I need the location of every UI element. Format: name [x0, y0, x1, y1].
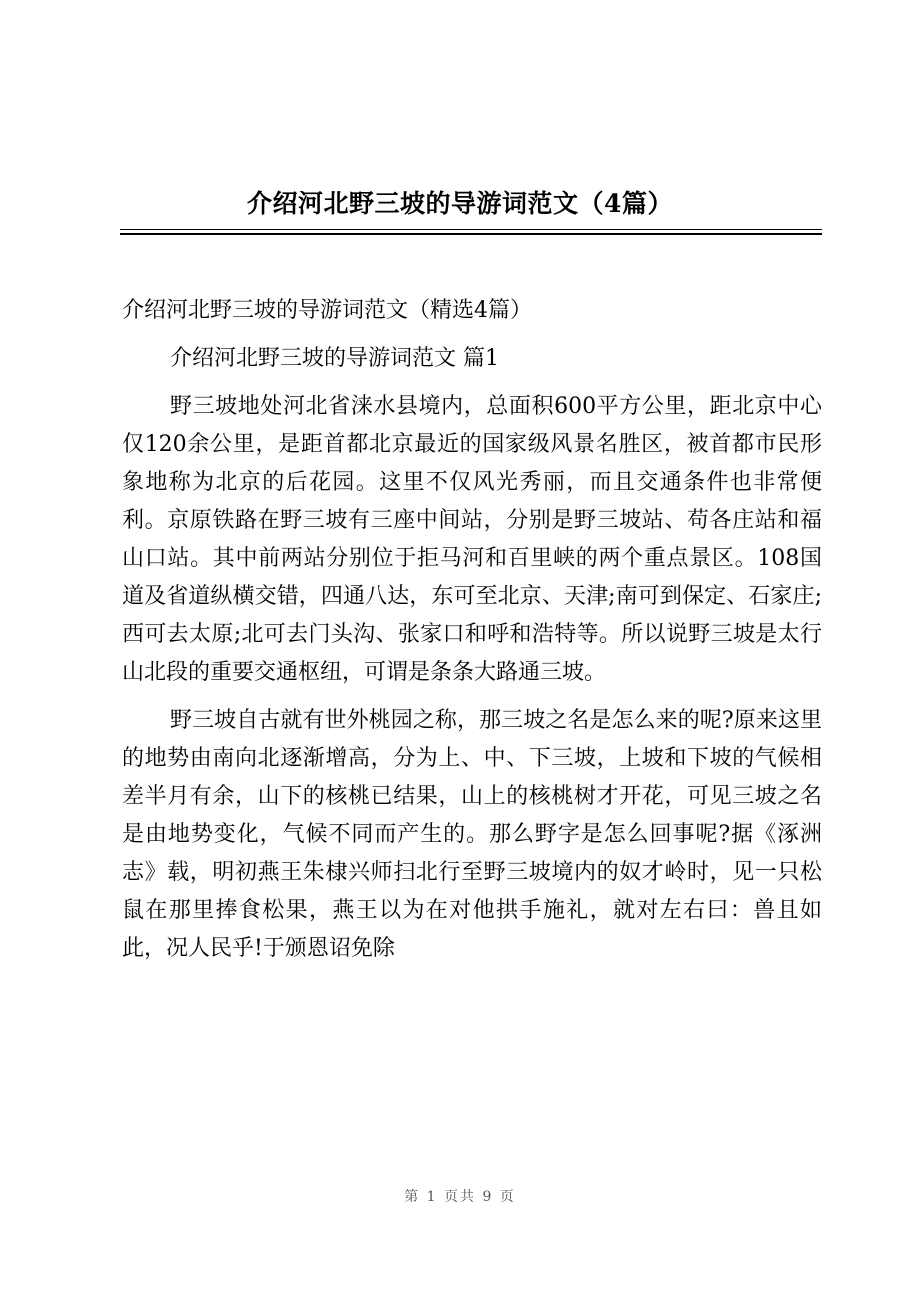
title-rule-thin: [120, 229, 822, 230]
body-paragraph-1: 野三坡地处河北省涞水县境内，总面积600平方公里，距北京中心仅120余公里，是距首都北京最近的国家级风景名胜区，被首都市民形象地称为北京的后花园。这里不仅风光秀丽，而且交通条件也非常便利。京原铁路在野三坡有三座中间站，分别是野三坡站、苟各庄站和福山口站。其中前两站分别位于拒马河和百里峡的两个重点景区。108国道及省道纵横交错，四通八达，东可至北京、天津;南可到保定、石家庄;西可去太原;北可去门头沟、张家口和呼和浩特等。所以说野三坡是太行山北段的重要交通枢纽，可谓是条条大路通三坡。: [122, 394, 822, 685]
section-heading: 介绍河北野三坡的导游词范文 篇1: [170, 346, 499, 371]
document-subtitle: 介绍河北野三坡的导游词范文（精选4篇）: [122, 298, 532, 323]
document-body: [122, 292, 822, 978]
document-title: 介绍河北野三坡的导游词范文（4篇）: [247, 189, 673, 218]
page-number-footer: 第 1 页共 9 页: [404, 1189, 516, 1205]
body-paragraph-2: 野三坡自古就有世外桃园之称，那三坡之名是怎么来的呢?原来这里的地势由南向北逐渐增高，分为上、中、下三坡，上坡和下坡的气候相差半月有余，山下的核桃已结果，山上的核桃树才开花，可见三坡之名是由地势变化，气候不同而产生的。那么野字是怎么回事呢?据《涿洲志》载，明初燕王朱棣兴师扫北行至野三坡境内的奴才岭时，见一只松鼠在那里捧食松果，燕王以为在对他拱手施礼，就对左右曰：兽且如此，况人民乎!于颁恩诏免除: [122, 708, 822, 961]
title-rule-thick: [120, 233, 822, 235]
